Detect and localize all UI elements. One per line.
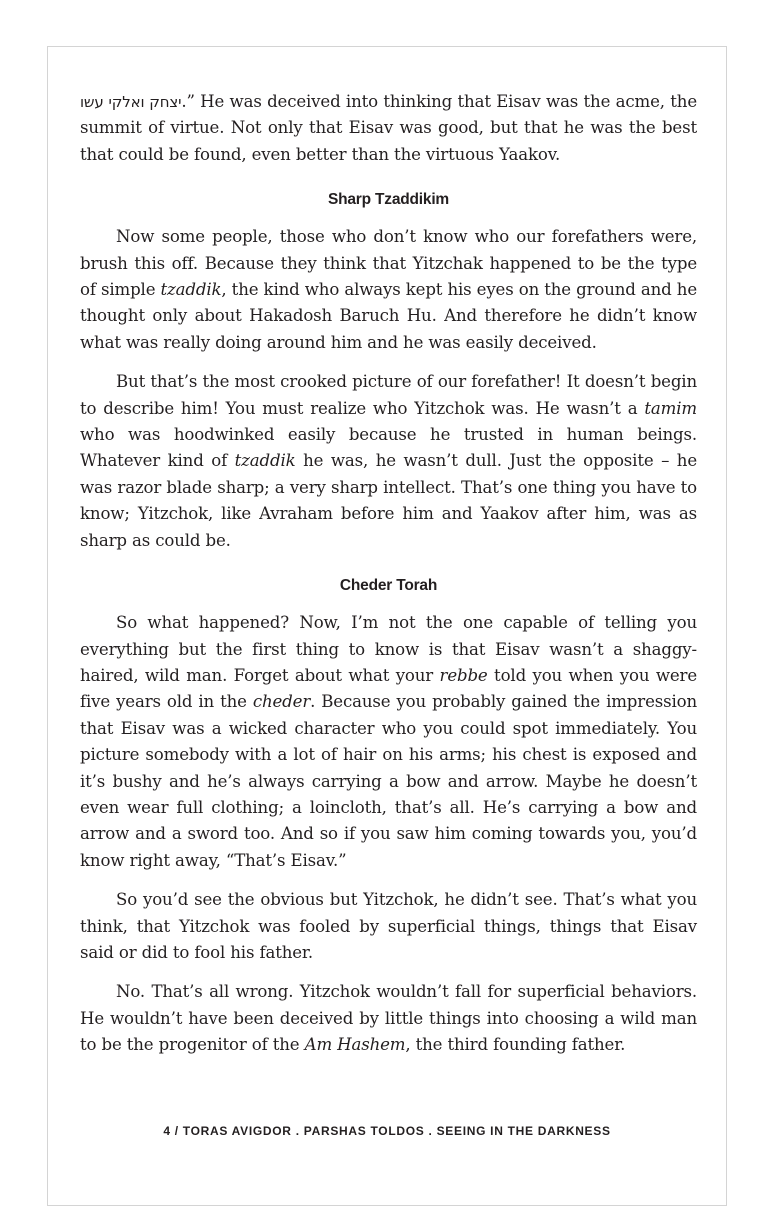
paragraph-3-text-b: who was hoodwinked easily because he trusted in human beings. Whatever kind of: [80, 425, 697, 471]
paragraph-1: [80, 89, 697, 168]
paragraph-1-text: .” He was deceived into thinking that Eisav was the acme, the summit of virtue. Not only that Eisav was good, but that he was the best that could be found, even better than the virtuous Yaakov.: [80, 92, 697, 164]
italic-term: rebbe: [439, 665, 488, 685]
heading-sharp-tzaddikim: Sharp Tzaddikim: [327, 191, 450, 209]
hebrew-phrase: יצחק ואלקי עשו: [80, 93, 182, 111]
paragraph-4-text-c: . Because you probably gained the impression that Eisav was a wicked character who you could spot immediately. You picture somebody with a lot of hair on his arms; his chest is exposed and it’s bushy and he’s always carrying a bow and arrow. Maybe he doesn’t even wear full clothing; a loincloth, that’s all. He’s carrying a bow and arrow and a sword too. And so if you saw him coming towards you, you’d know right away, “That’s Eisav.”: [80, 692, 698, 870]
italic-term: Am Hashem: [304, 1035, 406, 1055]
italic-term: cheder: [252, 692, 311, 712]
paragraph-4-text-a: So what happened? Now, I’m not the one capable of telling you everything but the first thing to know is that Eisav wasn’t a shaggy-haired, wild man. Forget about what your: [80, 613, 697, 685]
paragraph-6-text-a: No. That’s all wrong. Yitzchok wouldn’t fall for superficial behaviors. He wouldn’t have been deceived by little things into choosing a wild man to be the progenitor of the: [80, 982, 697, 1055]
italic-term: tzaddik: [234, 451, 296, 471]
heading-cheder-torah: Cheder Torah: [339, 577, 438, 595]
paragraph-2-text-a: Now some people, those who don’t know who our forefathers were, brush this off. Because they think that Yitzchak happened to be the type of simple: [80, 227, 697, 300]
paragraph-3: [80, 369, 697, 554]
paragraph-4-text-b: told you when you were five years old in the: [80, 665, 697, 712]
body-text: [80, 89, 697, 1072]
italic-term: tzaddik: [160, 280, 222, 300]
paragraph-2-text-b: , the kind who always kept his eyes on the ground and he thought only about Hakadosh Baruch Hu. And therefore he didn’t know what was really doing around him and he was easily deceived.: [80, 280, 697, 352]
paragraph-3-text-a: But that’s the most crooked picture of our forefather! It doesn’t begin to describe him! You must realize who Yitzchok was. He wasn’t a: [80, 372, 697, 418]
paragraph-5: So you’d see the obvious but Yitzchok, he didn’t see. That’s what you think, that Yitzchok was fooled by superficial things, things that Eisav said or did to fool his father.: [80, 890, 697, 962]
paragraph-6: [80, 979, 697, 1058]
paragraph-4: [80, 610, 697, 874]
italic-term: tamim: [644, 398, 697, 418]
page-footer: 4 / TORAS AVIGDOR . PARSHAS TOLDOS . SEEING IN THE DARKNESS: [163, 1124, 611, 1138]
paragraph-2: [80, 224, 697, 356]
paragraph-3-text-c: he was, he wasn’t dull. Just the opposite – he was razor blade sharp; a very sharp intellect. That’s one thing you have to know; Yitzchok, like Avraham before him and Yaakov after him, was as sharp as could be.: [80, 451, 697, 550]
paragraph-6-text-b: , the third founding father.: [405, 1035, 626, 1055]
